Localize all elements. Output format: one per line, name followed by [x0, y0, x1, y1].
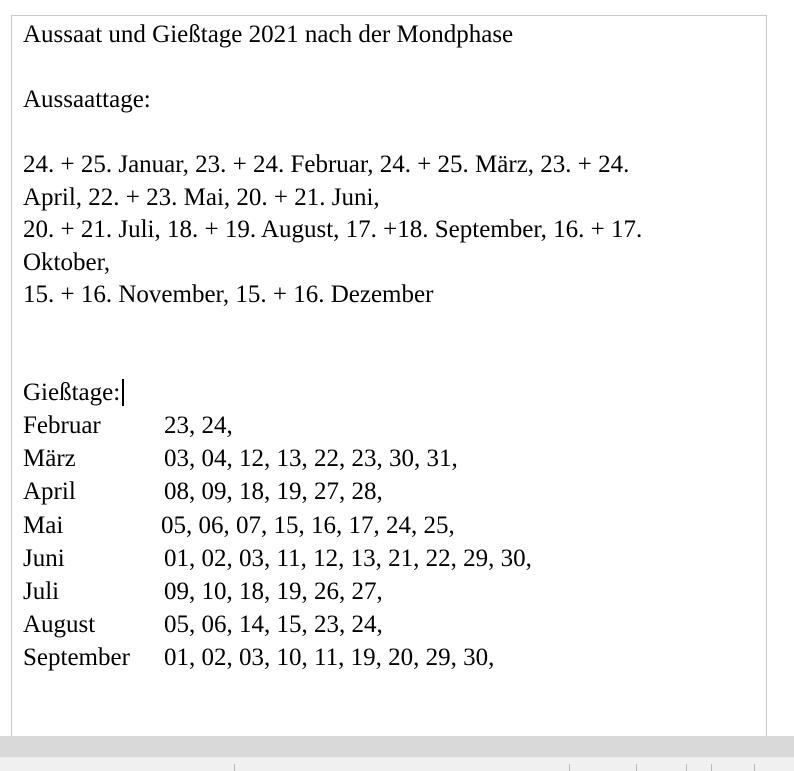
giess-month: April: [23, 478, 76, 506]
document-title: Aussaat und Gießtage 2021 nach der Mondphase: [23, 21, 514, 48]
giess-month: August: [23, 611, 96, 639]
giess-row: [23, 475, 763, 508]
status-bar: [0, 757, 794, 771]
empty-line: [23, 52, 763, 85]
giess-row: [23, 442, 763, 475]
text-cursor: [122, 379, 124, 406]
giess-row: [23, 608, 763, 641]
aussaat-line: Oktober,: [23, 248, 111, 276]
giess-days: 05, 06, 07, 15, 16, 17, 24, 25,: [161, 511, 455, 539]
aussaat-line: 24. + 25. Januar, 23. + 24. Februar, 24. + 25. März, 23. + 24.: [23, 151, 630, 178]
giess-month: Mai: [23, 511, 64, 539]
giess-month: März: [23, 445, 76, 473]
empty-line: [23, 312, 763, 345]
giess-days: 09, 10, 18, 19, 26, 27,: [164, 577, 383, 605]
giess-row: [23, 409, 763, 442]
giess-days: 23, 24,: [164, 412, 233, 439]
empty-line: [23, 117, 763, 150]
giess-days: 01, 02, 03, 11, 12, 13, 21, 22, 29, 30,: [164, 544, 532, 572]
horizontal-scroll-area[interactable]: [0, 736, 794, 757]
giess-row: [23, 641, 763, 674]
giess-month: Juli: [23, 577, 60, 605]
giess-days: 01, 02, 03, 10, 11, 19, 20, 29, 30,: [164, 644, 495, 672]
giess-month: Juni: [23, 544, 65, 572]
giess-row: [23, 542, 763, 575]
aussaat-line: April, 22. + 23. Mai, 20. + 21. Juni,: [23, 183, 380, 211]
giess-days: 03, 04, 12, 13, 22, 23, 30, 31,: [164, 445, 458, 473]
aussaat-line: 15. + 16. November, 15. + 16. Dezember: [23, 281, 434, 308]
aussaat-line: 20. + 21. Juli, 18. + 19. August, 17. +18. September, 16. + 17.: [23, 216, 643, 243]
giess-days: 05, 06, 14, 15, 23, 24,: [164, 611, 383, 639]
giess-row: [23, 509, 763, 542]
giess-days: 08, 09, 18, 19, 27, 28,: [164, 478, 383, 506]
empty-line: [23, 344, 763, 377]
aussaat-heading: Aussaattage:: [23, 86, 151, 113]
giess-month: September: [23, 644, 130, 672]
giess-heading-line: [23, 377, 763, 410]
giess-row: [23, 575, 763, 608]
giess-month: Februar: [23, 412, 101, 439]
document-body[interactable]: [23, 16, 763, 675]
giess-heading: Gießtage:: [23, 378, 121, 406]
document-page[interactable]: [11, 15, 767, 755]
